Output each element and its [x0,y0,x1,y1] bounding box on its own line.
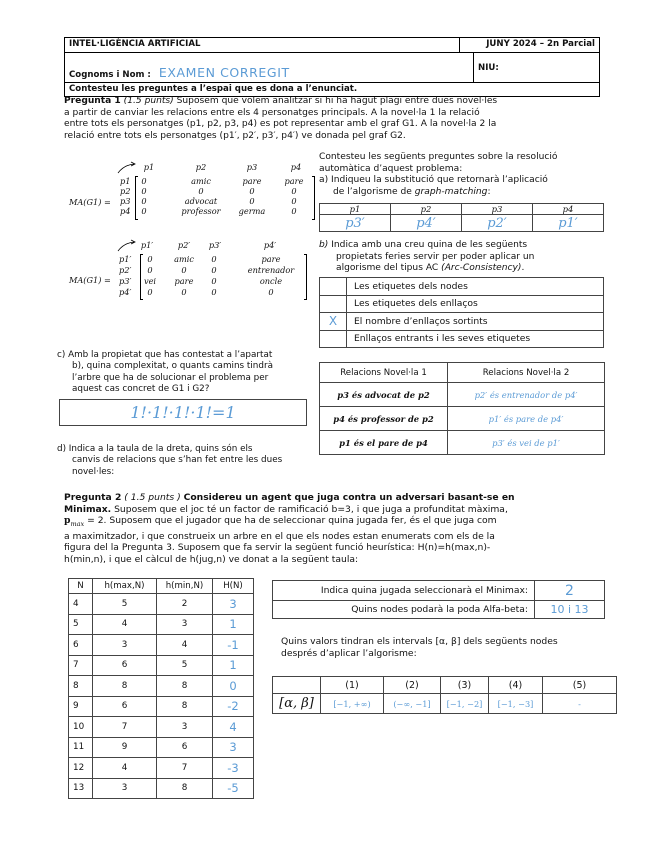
interval-table: (1) (2) (3) (4) (5) [α, β] [−1, +∞) (−∞, −1] [−1, −2] [−1, −3] - [272,676,617,714]
checkbox[interactable] [320,278,347,296]
question-b: b) Indica amb una creu quina de les següents propietats feries servir per poder aplicar un algorisme del tipus AC (Arc-Consistency). [319,240,535,274]
heuristic-answer[interactable]: 4 [213,717,254,738]
substitution-answer[interactable]: p3′ [320,215,391,232]
substitution-answer[interactable]: p4′ [391,215,462,232]
table-row [69,758,254,779]
subject: INTEL·LIGÈNCIA ARTIFICIAL [65,38,460,52]
matrix-g2-label: MA(G1) = [69,275,111,285]
checkbox[interactable] [320,295,347,313]
heuristic-value: 7 [93,717,157,738]
question-d: d) Indica a la taula de la dreta, quins són els canvis de relacions que s’han fet entre les dues novel·les: [57,444,283,477]
question-a: a) Indiqueu la substitució que retornarà l’aplicació [319,175,548,186]
heuristic-value: 3 [157,614,213,635]
relation-answer[interactable]: p1′ és pare de p4′ [448,407,605,431]
node-id: 4 [69,594,93,615]
q1-title: Pregunta 1 [64,96,121,106]
interval-label: [α, β] [273,694,321,714]
prune-answer[interactable]: 10 i 13 [535,601,605,619]
table-row [69,717,254,738]
heuristic-value: 6 [93,655,157,676]
table-row [69,594,254,615]
checkbox-checked[interactable]: X [320,313,347,331]
prune-question: Quins nodes podarà la poda Alfa-beta: [273,601,535,619]
node-id: 5 [69,614,93,635]
minimax-answer[interactable]: 2 [535,581,605,601]
table-row [69,676,254,697]
table-row [69,635,254,656]
q2-title: Pregunta 2 [64,492,122,503]
node-id: 6 [69,635,93,656]
q1-right-intro: Contesteu les següents preguntes sobre la resolució automàtica d’aquest problema: a) Indiqueu la substitució que retornarà l’aplicació de l’algorisme de graph-matching: [319,152,609,198]
interval-answer[interactable]: [−1, −3] [489,694,543,714]
exam-date: JUNY 2024 – 2n Parcial [486,39,595,49]
heuristic-answer[interactable]: -5 [213,778,254,799]
adjacency-matrix-g1: MA(G1) = p1 p2 p3 p4 p1 p2 p3 p4 0 amic pare pare 0 0 0 0 0 advocat 0 0 0 professor germa 0 [64,158,314,238]
table-row [69,737,254,758]
minimax-answers [272,580,605,619]
substitution-answer[interactable]: p1′ [533,215,604,232]
minimax-question: Indica quina jugada seleccionarà el Minimax: [273,581,535,601]
q2-intro: Pregunta 2 ( 1.5 punts ) Considereu un agent que juga contra un adversari basant-se en Minimax. Suposem que el joc té un factor de ramificació b=3, i que juga a profunditat màxima, $p_{max} = 2$. Suposem que el jugador que ha de seleccionar quina jugada fer, és el que juga com a maximitzador, i que construeix un arbre en el que els nodes estan enumerats com els de la figura del la Pregunta 3. Suposem que fa servir la següent funció heurística: H(n)=h(max,n)- h(min,n), i que el càlcul de h(jug,n) ve donat a la següent taula: [64,492,515,565]
q1-intro: Pregunta 1 (1.5 punts) Suposem que volem analitzar si hi ha hagut plagi entre dues novel·les a partir de canviar les relacions entre els 4 personatges principals. A la novel·la 1 la relació entre tots els personatges (p1, p2, p3, p4) es pot representar amb el graf G1. A la novel·la 2 la relació entre tots els personatges (p1′, p2′, p3′, p4′) ve donada pel graf G2. [64,96,498,141]
node-id: 8 [69,676,93,697]
name-field[interactable]: EXAMEN CORREGIT [158,65,290,80]
heuristic-answer[interactable]: 1 [213,614,254,635]
heuristic-value: 8 [157,676,213,697]
heuristic-value: 8 [157,778,213,799]
q2-points: ( 1.5 punts ) [124,492,181,503]
interval-answer[interactable]: [−1, +∞) [321,694,384,714]
substitution-answer[interactable]: p2′ [462,215,533,232]
heuristic-value: 4 [93,614,157,635]
heuristic-value: 5 [93,594,157,615]
relation-answer[interactable]: p2′ és entrenador de p4′ [448,383,605,407]
heuristic-value: 5 [157,655,213,676]
heuristic-answer[interactable]: 1 [213,655,254,676]
heuristic-value: 2 [157,594,213,615]
heuristic-value: 8 [157,696,213,717]
heuristic-value: 4 [93,758,157,779]
relations-table: Relacions Novel·la 1 Relacions Novel·la 2 p3 és advocat de p2 p2′ és entrenador de p4′ p4 és professor de p2 p1′ és pare de p4′ p1 és el pare de p4 p3′ és vei de p1′ [319,362,605,455]
heuristic-value: 9 [93,737,157,758]
heuristic-value: 4 [157,635,213,656]
properties-checklist: Les etiquetes dels nodes Les etiquetes dels enllaços X El nombre d’enllaços sortints Enllaços entrants i les seves etiquetes [319,277,604,348]
relation-answer[interactable]: p3′ és vei de p1′ [448,431,605,455]
heuristic-value: 3 [93,635,157,656]
adjacency-matrix-g2: MA(G1) = p1′ p2′ p3′ p4′ p1′ p2′ p3′ p4′ 0 amic 0 pare 0 0 0 entrenador vei pare 0 oncle 0 0 0 0 [64,236,324,316]
question-c: c) Amb la propietat que has contestat a l’apartat b), quina complexitat, o quants camins tindrà l’arbre que ha de solucionar el problema per aquest cas concret de G1 i G2? [57,350,273,394]
table-row [69,696,254,717]
heuristic-answer[interactable]: -2 [213,696,254,717]
table-row [69,655,254,676]
substitution-table: p1 p2 p3 p4 p3′ p4′ p2′ p1′ [319,203,604,232]
heuristic-answer[interactable]: -3 [213,758,254,779]
heuristic-value: 6 [93,696,157,717]
interval-answer[interactable]: - [543,694,617,714]
name-label: Cognoms i Nom : [69,70,151,80]
instructions: Contesteu les preguntes a l’espai que es dona a l’enunciat. [69,84,358,94]
table-row [69,778,254,799]
heuristic-answer[interactable]: 0 [213,676,254,697]
heuristic-value: 7 [157,758,213,779]
niu-field[interactable]: NIU: [478,62,499,73]
node-id: 13 [69,778,93,799]
node-id: 7 [69,655,93,676]
complexity-answer[interactable]: 1!·1!·1!·1!=1 [59,399,307,426]
interval-answer[interactable]: [−1, −2] [441,694,489,714]
heuristic-answer[interactable]: 3 [213,594,254,615]
heuristic-value: 6 [157,737,213,758]
node-id: 12 [69,758,93,779]
heuristic-value: 3 [157,717,213,738]
heuristic-answer[interactable]: -1 [213,635,254,656]
exam-header [64,37,600,97]
node-id: 11 [69,737,93,758]
heuristic-value: 8 [93,676,157,697]
table-row [69,614,254,635]
interval-question: Quins valors tindran els intervals [α, β] dels següents nodes després d’aplicar l’algorisme: [281,636,558,659]
checkbox[interactable] [320,330,347,348]
node-id: 10 [69,717,93,738]
interval-answer[interactable]: (−∞, −1] [384,694,441,714]
matrix-g1-label: MA(G1) = [69,197,111,207]
heuristic-table: N h(max,N) h(min,N) H(N) 4 5 2 3 5 4 3 1 6 3 4 -1 7 6 5 1 8 8 8 0 9 6 8 -2 10 7 3 4 11 9 6 3 12 4 7 -3 13 3 8 -5 [68,578,254,799]
node-id: 9 [69,696,93,717]
heuristic-value: 3 [93,778,157,799]
heuristic-answer[interactable]: 3 [213,737,254,758]
q1-points: (1.5 punts) [123,96,174,106]
